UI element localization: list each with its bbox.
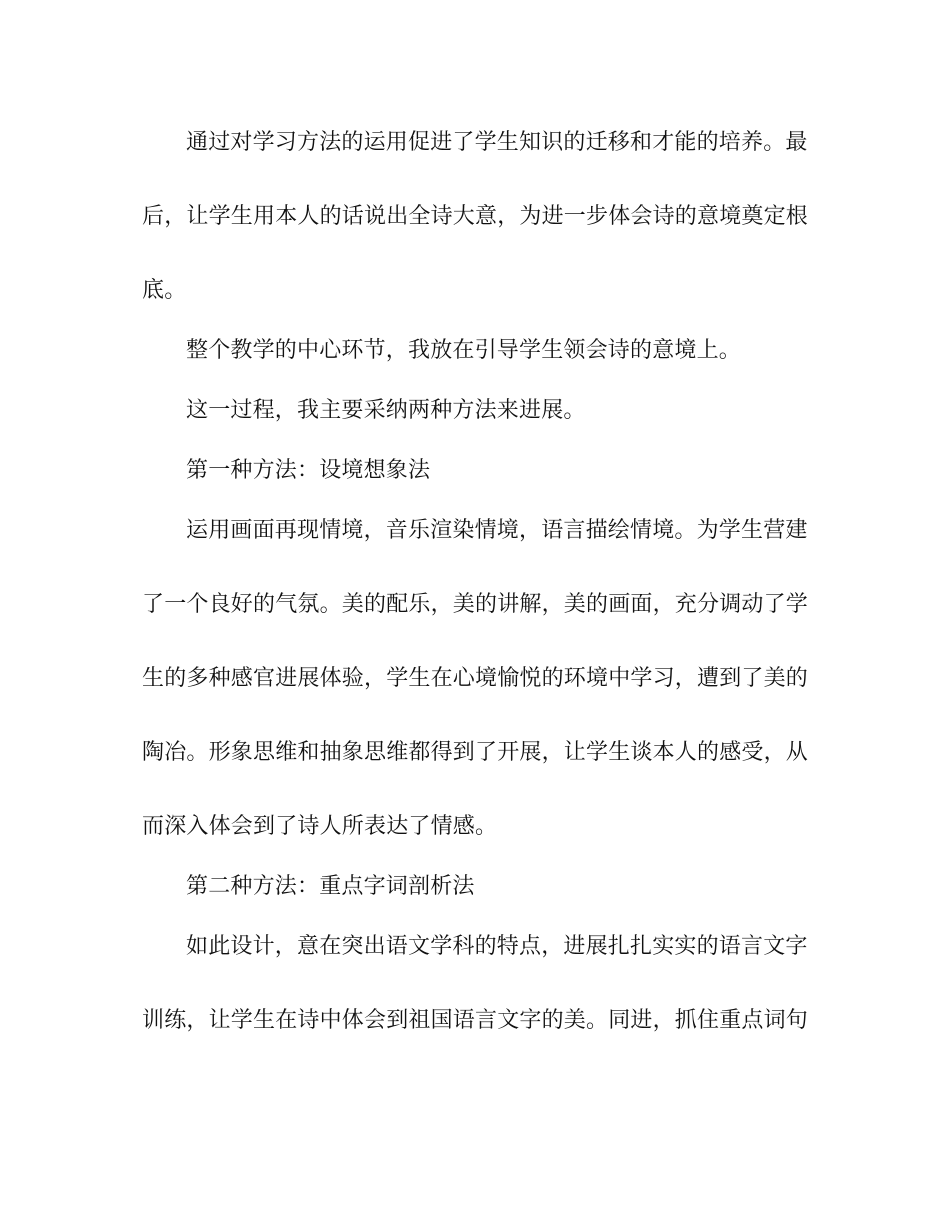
paragraph-line: 陶冶。形象思维和抽象思维都得到了开展，让学生谈本人的感受，从	[142, 740, 809, 765]
paragraph-line: 整个教学的中心环节，我放在引导学生领会诗的意境上。	[186, 338, 742, 363]
paragraph-line: 通过对学习方法的运用促进了学生知识的迁移和才能的培养。最	[186, 130, 808, 155]
paragraph-line: 运用画面再现情境，音乐渲染情境，语言描绘情境。为学生营建	[186, 518, 808, 543]
paragraph-line: 这一过程，我主要采纳两种方法来进展。	[186, 398, 586, 423]
paragraph-line: 而深入体会到了诗人所表达了情感。	[142, 814, 498, 839]
paragraph-line: 训练，让学生在诗中体会到祖国语言文字的美。同进，抓住重点词句	[142, 1008, 809, 1033]
paragraph-line: 底。	[142, 278, 187, 303]
paragraph-line: 了一个良好的气氛。美的配乐，美的讲解，美的画面，充分调动了学	[142, 592, 809, 617]
paragraph-line: 生的多种感官进展体验，学生在心境愉悦的环境中学习，遭到了美的	[142, 666, 809, 691]
paragraph-line: 如此设计，意在突出语文学科的特点，进展扎扎实实的语言文字	[186, 934, 808, 959]
section-heading: 第一种方法：设境想象法	[186, 458, 431, 483]
paragraph-line: 后，让学生用本人的话说出全诗大意，为进一步体会诗的意境奠定根	[142, 204, 809, 229]
section-heading: 第二种方法：重点字词剖析法	[186, 874, 475, 899]
